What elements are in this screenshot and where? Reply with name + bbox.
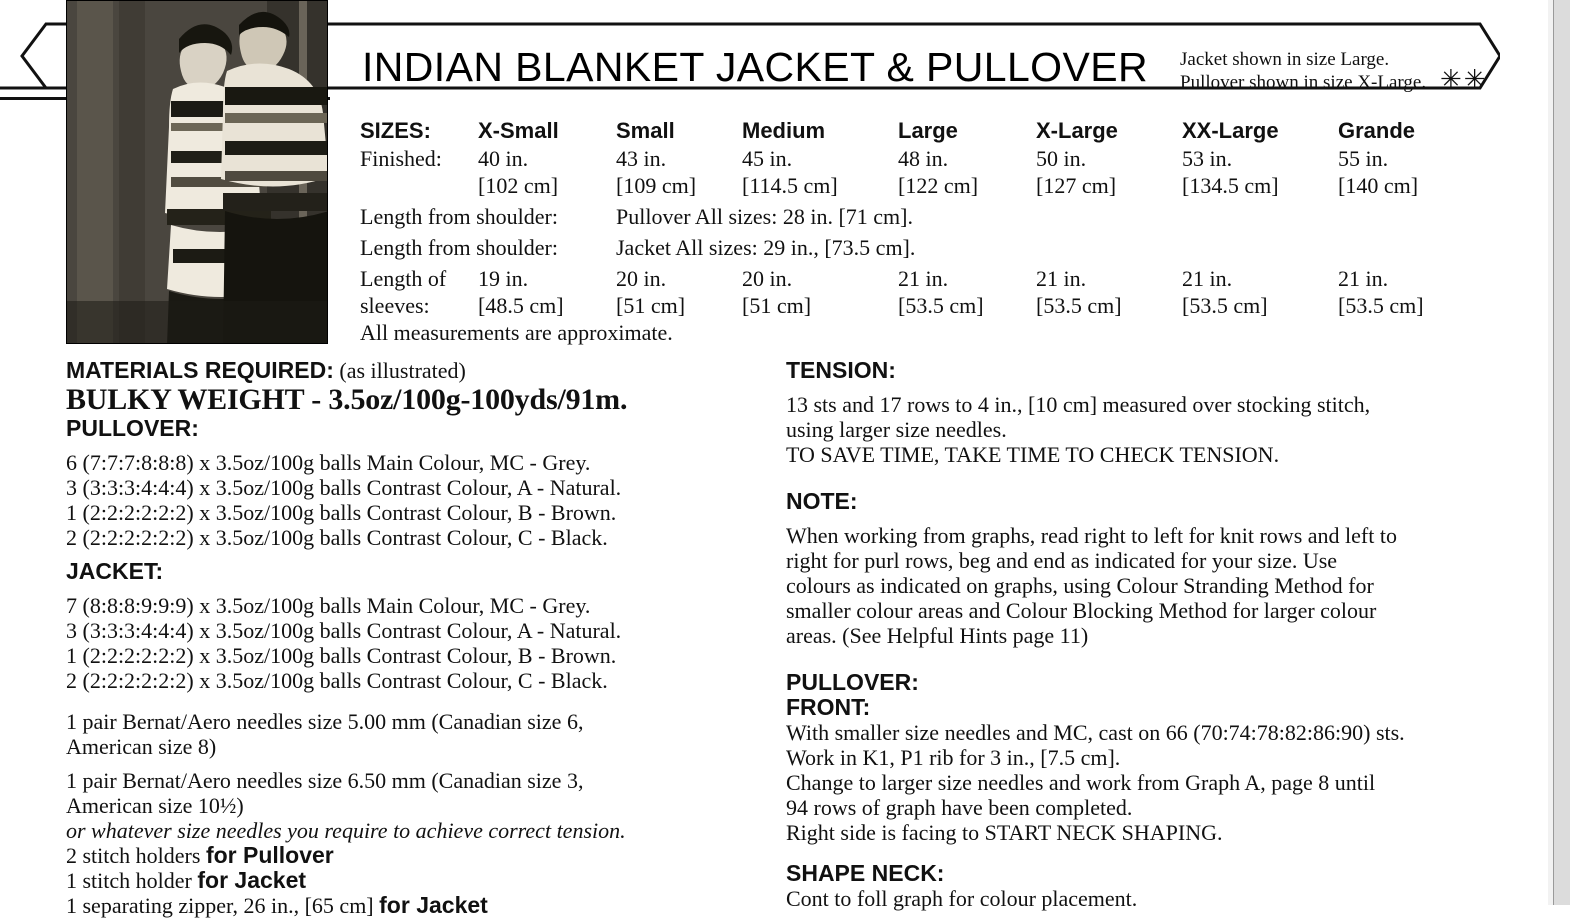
sleeves-cm-row bbox=[360, 293, 1500, 320]
note-line-3: colours as indicated on graphs, using Colour Stranding Method for bbox=[786, 573, 1374, 598]
materials-heading: MATERIALS REQUIRED: bbox=[66, 357, 334, 383]
sleeves-in-xlarge: 21 in. bbox=[1036, 266, 1087, 291]
finished-in-row bbox=[360, 146, 1500, 173]
sleeves-cm-xxlarge: [53.5 cm] bbox=[1182, 293, 1268, 318]
length-shoulder-value-2: Jacket All sizes: 29 in., [73.5 cm]. bbox=[616, 235, 916, 260]
sleeves-cm-xsmall: [48.5 cm] bbox=[478, 293, 564, 318]
finished-in-xxlarge: 53 in. bbox=[1182, 146, 1233, 171]
note-line-2: right for purl rows, beg and end as indicated for your size. Use bbox=[786, 548, 1338, 573]
sleeves-cm-large: [53.5 cm] bbox=[898, 293, 984, 318]
sleeves-label-line-2: sleeves: bbox=[360, 293, 430, 318]
jacket-material-line-4: 2 (2:2:2:2:2:2) x 3.5oz/100g balls Contrast Colour, C - Black. bbox=[66, 668, 608, 693]
zipper-text: 1 separating zipper, 26 in., [65 cm] bbox=[66, 893, 380, 918]
sleeves-cm-small: [51 cm] bbox=[616, 293, 686, 318]
finished-cm-xxlarge: [134.5 cm] bbox=[1182, 173, 1279, 198]
stitch-holders-pullover-bold: for Pullover bbox=[205, 842, 334, 868]
finished-cm-row bbox=[360, 173, 1500, 204]
sleeves-in-medium: 20 in. bbox=[742, 266, 793, 291]
zipper-bold: for Jacket bbox=[379, 892, 488, 918]
size-col-medium: Medium bbox=[742, 118, 826, 143]
length-shoulder-jacket-row bbox=[360, 235, 1500, 266]
finished-cm-xsmall: [102 cm] bbox=[478, 173, 559, 198]
product-photo bbox=[66, 0, 328, 344]
needles-line-2a: 1 pair Bernat/Aero needles size 6.50 mm (Canadian size 3, bbox=[66, 768, 584, 793]
note-heading: NOTE: bbox=[786, 488, 858, 514]
pullover-materials-heading: PULLOVER: bbox=[66, 415, 199, 441]
sleeves-cm-medium: [51 cm] bbox=[742, 293, 812, 318]
materials-heading-suffix: (as illustrated) bbox=[333, 358, 466, 383]
tension-line-3: TO SAVE TIME, TAKE TIME TO CHECK TENSION. bbox=[786, 442, 1280, 467]
needles-line-1b: American size 8) bbox=[66, 734, 217, 759]
tension-line-1: 13 sts and 17 rows to 4 in., [10 cm] measured over stocking stitch, bbox=[786, 392, 1371, 417]
finished-cm-medium: [114.5 cm] bbox=[742, 173, 838, 198]
note-line-5: areas. (See Helpful Hints page 11) bbox=[786, 623, 1089, 648]
finished-in-medium: 45 in. bbox=[742, 146, 793, 171]
measurements-note: All measurements are approximate. bbox=[360, 320, 673, 345]
length-shoulder-label-1: Length from shoulder: bbox=[360, 204, 558, 229]
size-col-large: Large bbox=[898, 118, 958, 143]
stitch-holders-pullover-text: 2 stitch holders bbox=[66, 843, 206, 868]
jacket-material-line-1: 7 (8:8:8:9:9:9) x 3.5oz/100g balls Main Colour, MC - Grey. bbox=[66, 593, 591, 618]
needles-line-2b: American size 10½) bbox=[66, 793, 244, 818]
pullover-section-heading: PULLOVER: bbox=[786, 669, 919, 695]
yarn-weight-line: BULKY WEIGHT - 3.5oz/100g-100yds/91m. bbox=[66, 383, 628, 416]
shape-neck-heading: SHAPE NECK: bbox=[786, 860, 945, 886]
finished-cm-xlarge: [127 cm] bbox=[1036, 173, 1117, 198]
stitch-holders-pullover bbox=[66, 843, 726, 868]
pullover-front-line-3: Change to larger size needles and work from Graph A, page 8 until bbox=[786, 770, 1376, 795]
note-line-1: When working from graphs, read right to left for knit rows and left to bbox=[786, 523, 1397, 548]
jacket-material-line-3: 1 (2:2:2:2:2:2) x 3.5oz/100g balls Contrast Colour, B - Brown. bbox=[66, 643, 617, 668]
finished-label: Finished: bbox=[360, 146, 442, 171]
difficulty-stars-icon: ✳✳ bbox=[1440, 64, 1488, 94]
finished-cm-small: [109 cm] bbox=[616, 173, 697, 198]
pullover-front-line-1: With smaller size needles and MC, cast on 66 (70:74:78:82:86:90) sts. bbox=[786, 720, 1405, 745]
note-line-4: smaller colour areas and Colour Blocking Method for larger colour bbox=[786, 598, 1377, 623]
jacket-material-line-2: 3 (3:3:3:4:4:4) x 3.5oz/100g balls Contrast Colour, A - Natural. bbox=[66, 618, 622, 643]
jacket-materials-heading: JACKET: bbox=[66, 558, 164, 584]
length-shoulder-label-2: Length from shoulder: bbox=[360, 235, 558, 260]
sleeves-cm-grande: [53.5 cm] bbox=[1338, 293, 1424, 318]
sleeves-cm-xlarge: [53.5 cm] bbox=[1036, 293, 1122, 318]
pullover-front-line-2: Work in K1, P1 rib for 3 in., [7.5 cm]. bbox=[786, 745, 1121, 770]
size-col-small: Small bbox=[616, 118, 675, 143]
pullover-front-line-5: Right side is facing to START NECK SHAPING. bbox=[786, 820, 1223, 845]
banner-note bbox=[1180, 48, 1426, 94]
materials-column bbox=[66, 358, 726, 918]
finished-in-large: 48 in. bbox=[898, 146, 949, 171]
banner-note-line-1: Jacket shown in size Large. bbox=[1180, 49, 1390, 70]
size-col-xxlarge: XX-Large bbox=[1182, 118, 1279, 143]
pullover-material-line-2: 3 (3:3:3:4:4:4) x 3.5oz/100g balls Contrast Colour, A - Natural. bbox=[66, 475, 622, 500]
sleeves-in-large: 21 in. bbox=[898, 266, 949, 291]
sleeves-in-xxlarge: 21 in. bbox=[1182, 266, 1233, 291]
length-shoulder-value-1: Pullover All sizes: 28 in. [71 cm]. bbox=[616, 204, 913, 229]
stitch-holder-jacket-bold: for Jacket bbox=[197, 867, 307, 893]
sleeves-label-line-1: Length of bbox=[360, 266, 447, 291]
sleeves-in-row bbox=[360, 266, 1500, 293]
pullover-front-heading: FRONT: bbox=[786, 694, 871, 720]
shape-neck-line-1: Cont to foll graph for colour placement. bbox=[786, 886, 1138, 911]
stitch-holder-jacket bbox=[66, 868, 726, 893]
pullover-material-line-3: 1 (2:2:2:2:2:2) x 3.5oz/100g balls Contrast Colour, B - Brown. bbox=[66, 500, 617, 525]
sleeves-in-small: 20 in. bbox=[616, 266, 667, 291]
length-shoulder-pullover-row bbox=[360, 204, 1500, 235]
tension-line-2: using larger size needles. bbox=[786, 417, 1007, 442]
finished-in-xsmall: 40 in. bbox=[478, 146, 529, 171]
finished-in-xlarge: 50 in. bbox=[1036, 146, 1087, 171]
size-col-grande: Grande bbox=[1338, 118, 1416, 143]
sleeves-in-xsmall: 19 in. bbox=[478, 266, 529, 291]
tension-heading: TENSION: bbox=[786, 357, 896, 383]
finished-cm-large: [122 cm] bbox=[898, 173, 979, 198]
page-edge bbox=[1553, 0, 1570, 905]
banner-note-line-2: Pullover shown in size X-Large. bbox=[1180, 72, 1427, 93]
page-title: INDIAN BLANKET JACKET & PULLOVER bbox=[362, 44, 1148, 90]
sizes-table bbox=[360, 118, 1500, 320]
pullover-material-line-1: 6 (7:7:7:8:8:8) x 3.5oz/100g balls Main Colour, MC - Grey. bbox=[66, 450, 591, 475]
finished-in-grande: 55 in. bbox=[1338, 146, 1389, 171]
size-col-xlarge: X-Large bbox=[1036, 118, 1118, 143]
zipper-line bbox=[66, 893, 726, 918]
finished-in-small: 43 in. bbox=[616, 146, 667, 171]
materials-heading-line bbox=[66, 358, 726, 383]
stitch-holder-jacket-text: 1 stitch holder bbox=[66, 868, 198, 893]
sleeves-in-grande: 21 in. bbox=[1338, 266, 1389, 291]
instructions-column bbox=[786, 358, 1466, 911]
finished-cm-grande: [140 cm] bbox=[1338, 173, 1419, 198]
needles-line-1a: 1 pair Bernat/Aero needles size 5.00 mm (Canadian size 6, bbox=[66, 709, 584, 734]
product-photo-illustration bbox=[67, 1, 328, 344]
size-col-xsmall: X-Small bbox=[478, 118, 559, 143]
pullover-front-line-4: 94 rows of graph have been completed. bbox=[786, 795, 1133, 820]
sizes-label: SIZES: bbox=[360, 118, 431, 143]
pullover-material-line-4: 2 (2:2:2:2:2:2) x 3.5oz/100g balls Contrast Colour, C - Black. bbox=[66, 525, 608, 550]
needles-note: or whatever size needles you require to achieve correct tension. bbox=[66, 818, 626, 843]
sizes-header-row bbox=[360, 118, 1500, 146]
